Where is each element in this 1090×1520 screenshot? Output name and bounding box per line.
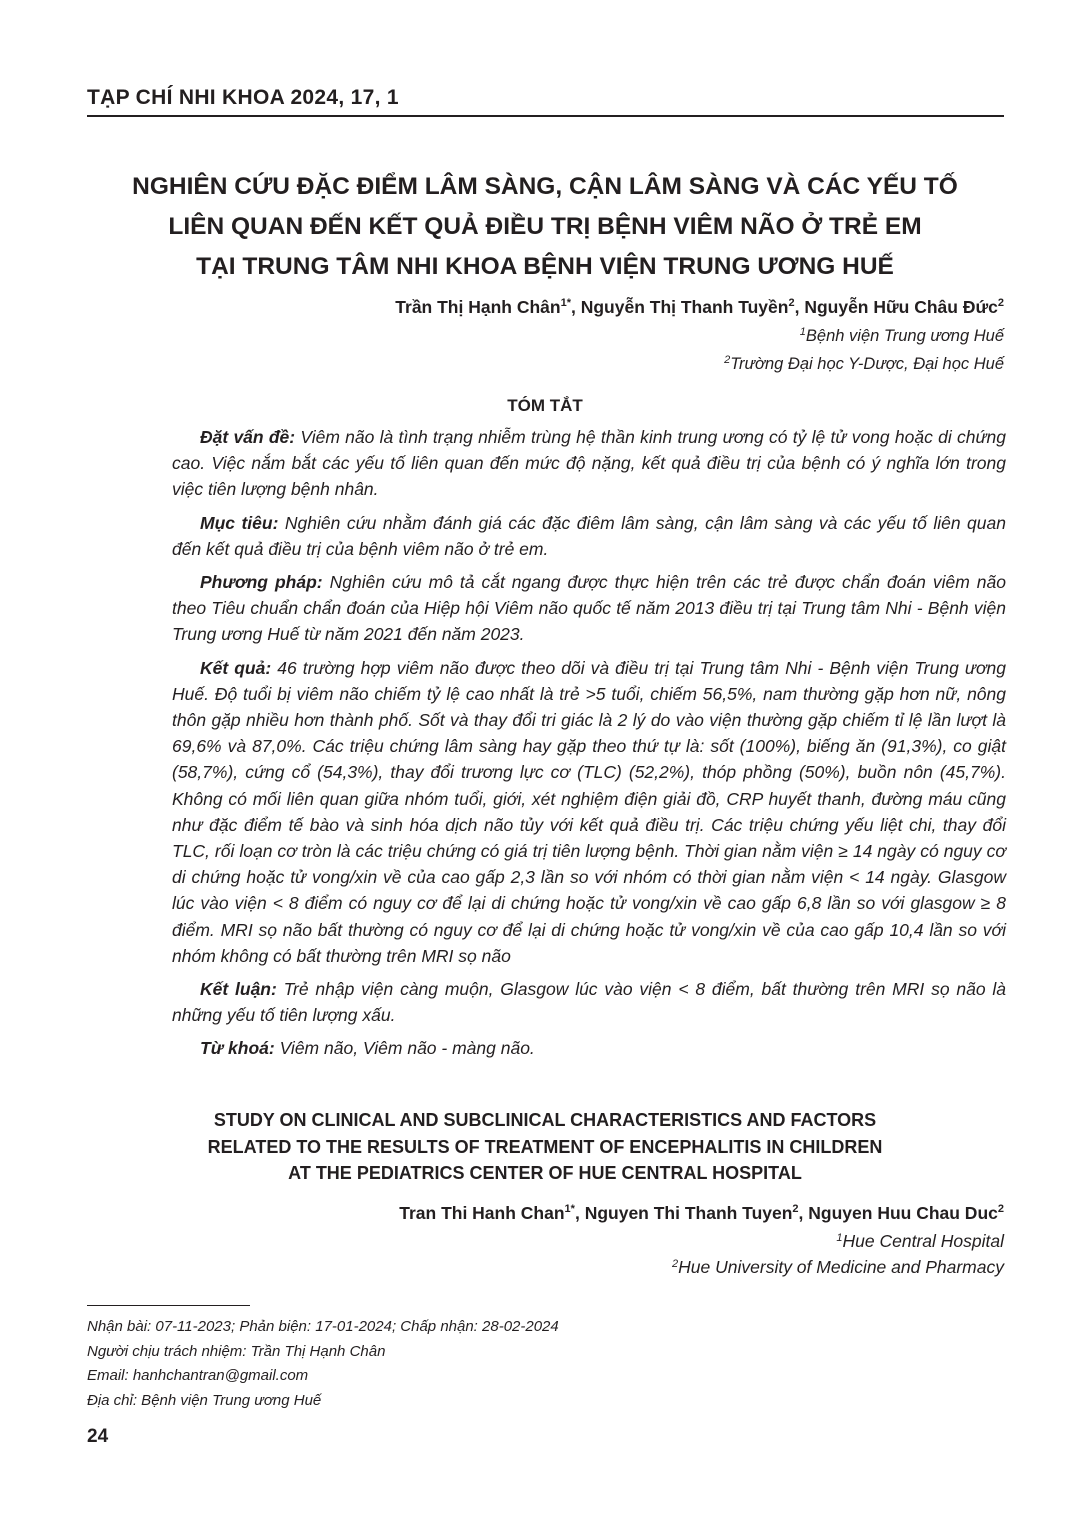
section-label: Phương pháp: (200, 572, 323, 593)
title-vi-line: TẠI TRUNG TÂM NHI KHOA BỆNH VIỆN TRUNG ƯƠNG HUẾ (196, 253, 894, 280)
page-number: 24 (87, 1426, 109, 1447)
section-label: Mục tiêu: (200, 512, 279, 533)
abstract-heading: TÓM TẮT (507, 396, 583, 415)
author-affiliation-mark: 2 (997, 297, 1004, 309)
section-label: Kết quả: (200, 657, 272, 678)
affiliation-mark: 1 (799, 326, 806, 338)
affiliation-en-2 (672, 1257, 1004, 1278)
author-affiliation-mark: 2 (997, 1203, 1004, 1215)
journal-header: TẠP CHÍ NHI KHOA 2024, 17, 1 (87, 86, 399, 109)
section-label: Đặt vấn đề: (200, 427, 296, 447)
abstract-section-background (172, 424, 1006, 503)
abstract-section-conclusion (172, 976, 1006, 1028)
title-en-line: RELATED TO THE RESULTS OF TREATMENT OF ENCEPHALITIS IN CHILDREN (207, 1136, 883, 1157)
affiliation-en-1 (836, 1231, 1004, 1252)
author-name: Tran Thi Hanh Chan (399, 1203, 565, 1223)
author-separator: , (798, 1203, 809, 1223)
title-vi-line: LIÊN QUAN ĐẾN KẾT QUẢ ĐIỀU TRỊ BỆNH VIÊM NÃO Ở TRẺ EM (168, 213, 922, 240)
author-name: Nguyen Huu Chau Duc (808, 1203, 998, 1223)
abstract-body (172, 424, 1006, 1069)
affiliation-text: Hue Central Hospital (842, 1231, 1004, 1251)
author-affiliation-mark: 1* (560, 297, 571, 309)
section-text: Nghiên cứu nhằm đánh giá các đặc điêm lâm sàng, cận lâm sàng và các yếu tố liên quan đến kết quả điều trị của bệnh viêm não ở trẻ em. (172, 512, 1006, 559)
authors-english (399, 1203, 1004, 1224)
footnote-corresponding-author: Người chịu trách nhiệm: Trần Thị Hạnh Chân (87, 1342, 386, 1360)
authors-vietnamese (395, 297, 1004, 318)
footnote-address: Địa chỉ: Bệnh viện Trung ương Huế (87, 1391, 322, 1409)
abstract-section-objective (172, 510, 1006, 562)
section-text: Trẻ nhập viện càng muộn, Glasgow lúc vào viện < 8 điểm, bất thường trên MRI sọ não là những yếu tố tiên lượng xấu. (172, 979, 1006, 1026)
author-separator: , (574, 1203, 585, 1223)
author-separator: , (570, 297, 581, 317)
author-separator: , (794, 297, 805, 317)
footnote-email: Email: hanhchantran@gmail.com (87, 1367, 309, 1384)
affiliation-mark: 1 (836, 1232, 843, 1244)
author-name: Nguyễn Hữu Châu Đức (804, 297, 998, 317)
footnote-dates: Nhận bài: 07-11-2023; Phản biện: 17-01-2024; Chấp nhận: 28-02-2024 (87, 1318, 559, 1335)
affiliation-text: Hue University of Medicine and Pharmacy (678, 1257, 1004, 1277)
author-affiliation-mark: 2 (788, 297, 795, 309)
author-name: Trần Thị Hạnh Chân (395, 297, 561, 317)
affiliation-mark: 2 (672, 1258, 679, 1270)
abstract-section-keywords (172, 1035, 1006, 1061)
affiliation-vi-1 (800, 327, 1004, 346)
title-en-line: AT THE PEDIATRICS CENTER OF HUE CENTRAL HOSPITAL (288, 1163, 802, 1183)
author-affiliation-mark: 1* (564, 1203, 575, 1215)
title-vi-line: NGHIÊN CỨU ĐẶC ĐIỂM LÂM SÀNG, CẬN LÂM SÀNG VÀ CÁC YẾU TỐ (132, 173, 958, 200)
abstract-section-methods (172, 569, 1006, 648)
title-english (60, 1107, 1030, 1187)
section-label: Từ khoá: (200, 1038, 275, 1059)
affiliation-text: Bệnh viện Trung ương Huế (805, 327, 1004, 345)
section-label: Kết luận: (200, 979, 277, 1000)
footnote-rule (87, 1305, 250, 1306)
author-name: Nguyen Thi Thanh Tuyen (584, 1203, 793, 1223)
title-vietnamese (60, 167, 1030, 287)
abstract-section-results (172, 655, 1006, 969)
section-text: Viêm não, Viêm não - màng não. (274, 1038, 535, 1059)
title-en-line: STUDY ON CLINICAL AND SUBCLINICAL CHARACTERISTICS AND FACTORS (213, 1110, 877, 1130)
author-affiliation-mark: 2 (792, 1203, 799, 1215)
section-text: Nghiên cứu mô tả cắt ngang được thực hiện trên các trẻ được chẩn đoán viêm não theo Tiêu chuẩn chẩn đoán của Hiệp hội Viêm não quốc tế năm 2013 điều trị tại Trung tâm Nhi - Bệnh viện Trung ương Huế từ năm 2021 đến năm 2023. (172, 572, 1006, 645)
affiliation-text: Trường Đại học Y-Dược, Đại học Huế (730, 355, 1004, 373)
header-rule (87, 115, 1004, 117)
section-text: 46 trường hợp viêm não được theo dõi và điều trị tại Trung tâm Nhi - Bệnh viện Trung ương Huế. Độ tuổi bị viêm não chiếm tỷ lệ cao nhất là trẻ >5 tuổi, chiếm 56,5%, nam thường gặp hơn nữ, nông thôn gặp nhiều hơn thành phố. Sốt và thay đổi tri giác là 2 lý do vào viện thường gặp chiếm tỉ lệ lần lượt là 69,6% và 87,0%. Các triệu chứng lâm sàng hay gặp theo thứ tự là: sốt (100%), biếng ăn (91,3%), co giật (58,7%), cứng cổ (54,3%), thay đổi trương lực cơ (TLC) (52,2%), thóp phồng (50%), buồn nôn (45,7%). Không có mối liên quan giữa nhóm tuổi, giới, xét nghiệm điện giải đồ, CRP huyết thanh, đường máu cũng như đặc điểm tế bào và sinh hóa dịch não tủy với kết quả điều trị. Các triệu chứng yếu liệt chi, thay đổi TLC, rối loạn cơ tròn là các triệu chứng có giá trị tiên lượng bệnh. Thời gian nằm viện ≥ 14 ngày có nguy cơ di chứng hoặc tử vong/xin về của cao gấp 2,3 lần so với nhóm có thời gian nằm viện < 14 ngày. Glasgow lúc vào viện < 8 điểm có nguy cơ để lại di chứng hoặc tử vong/xin về cao gấp 6,8 lần so với glasgow ≥ 8 điểm. MRI sọ não bất thường có nguy cơ để lại di chứng hoặc tử vong/xin về của cao gấp 10,4 lần so với nhóm không có bất thường trên MRI sọ não (172, 657, 1006, 966)
affiliation-vi-2 (724, 355, 1004, 374)
author-name: Nguyễn Thị Thanh Tuyền (580, 297, 789, 317)
section-text: Viêm não là tình trạng nhiễm trùng hệ thần kinh trung ương có tỷ lệ tử vong hoặc di chứng cao. Việc nắm bắt các yếu tố liên quan đến mức độ nặng, kết quả điều trị của bệnh có ý nghĩa lớn trong việc tiên lượng bệnh nhân. (172, 427, 1006, 500)
footnotes (87, 1315, 559, 1413)
affiliation-mark: 2 (724, 354, 731, 366)
